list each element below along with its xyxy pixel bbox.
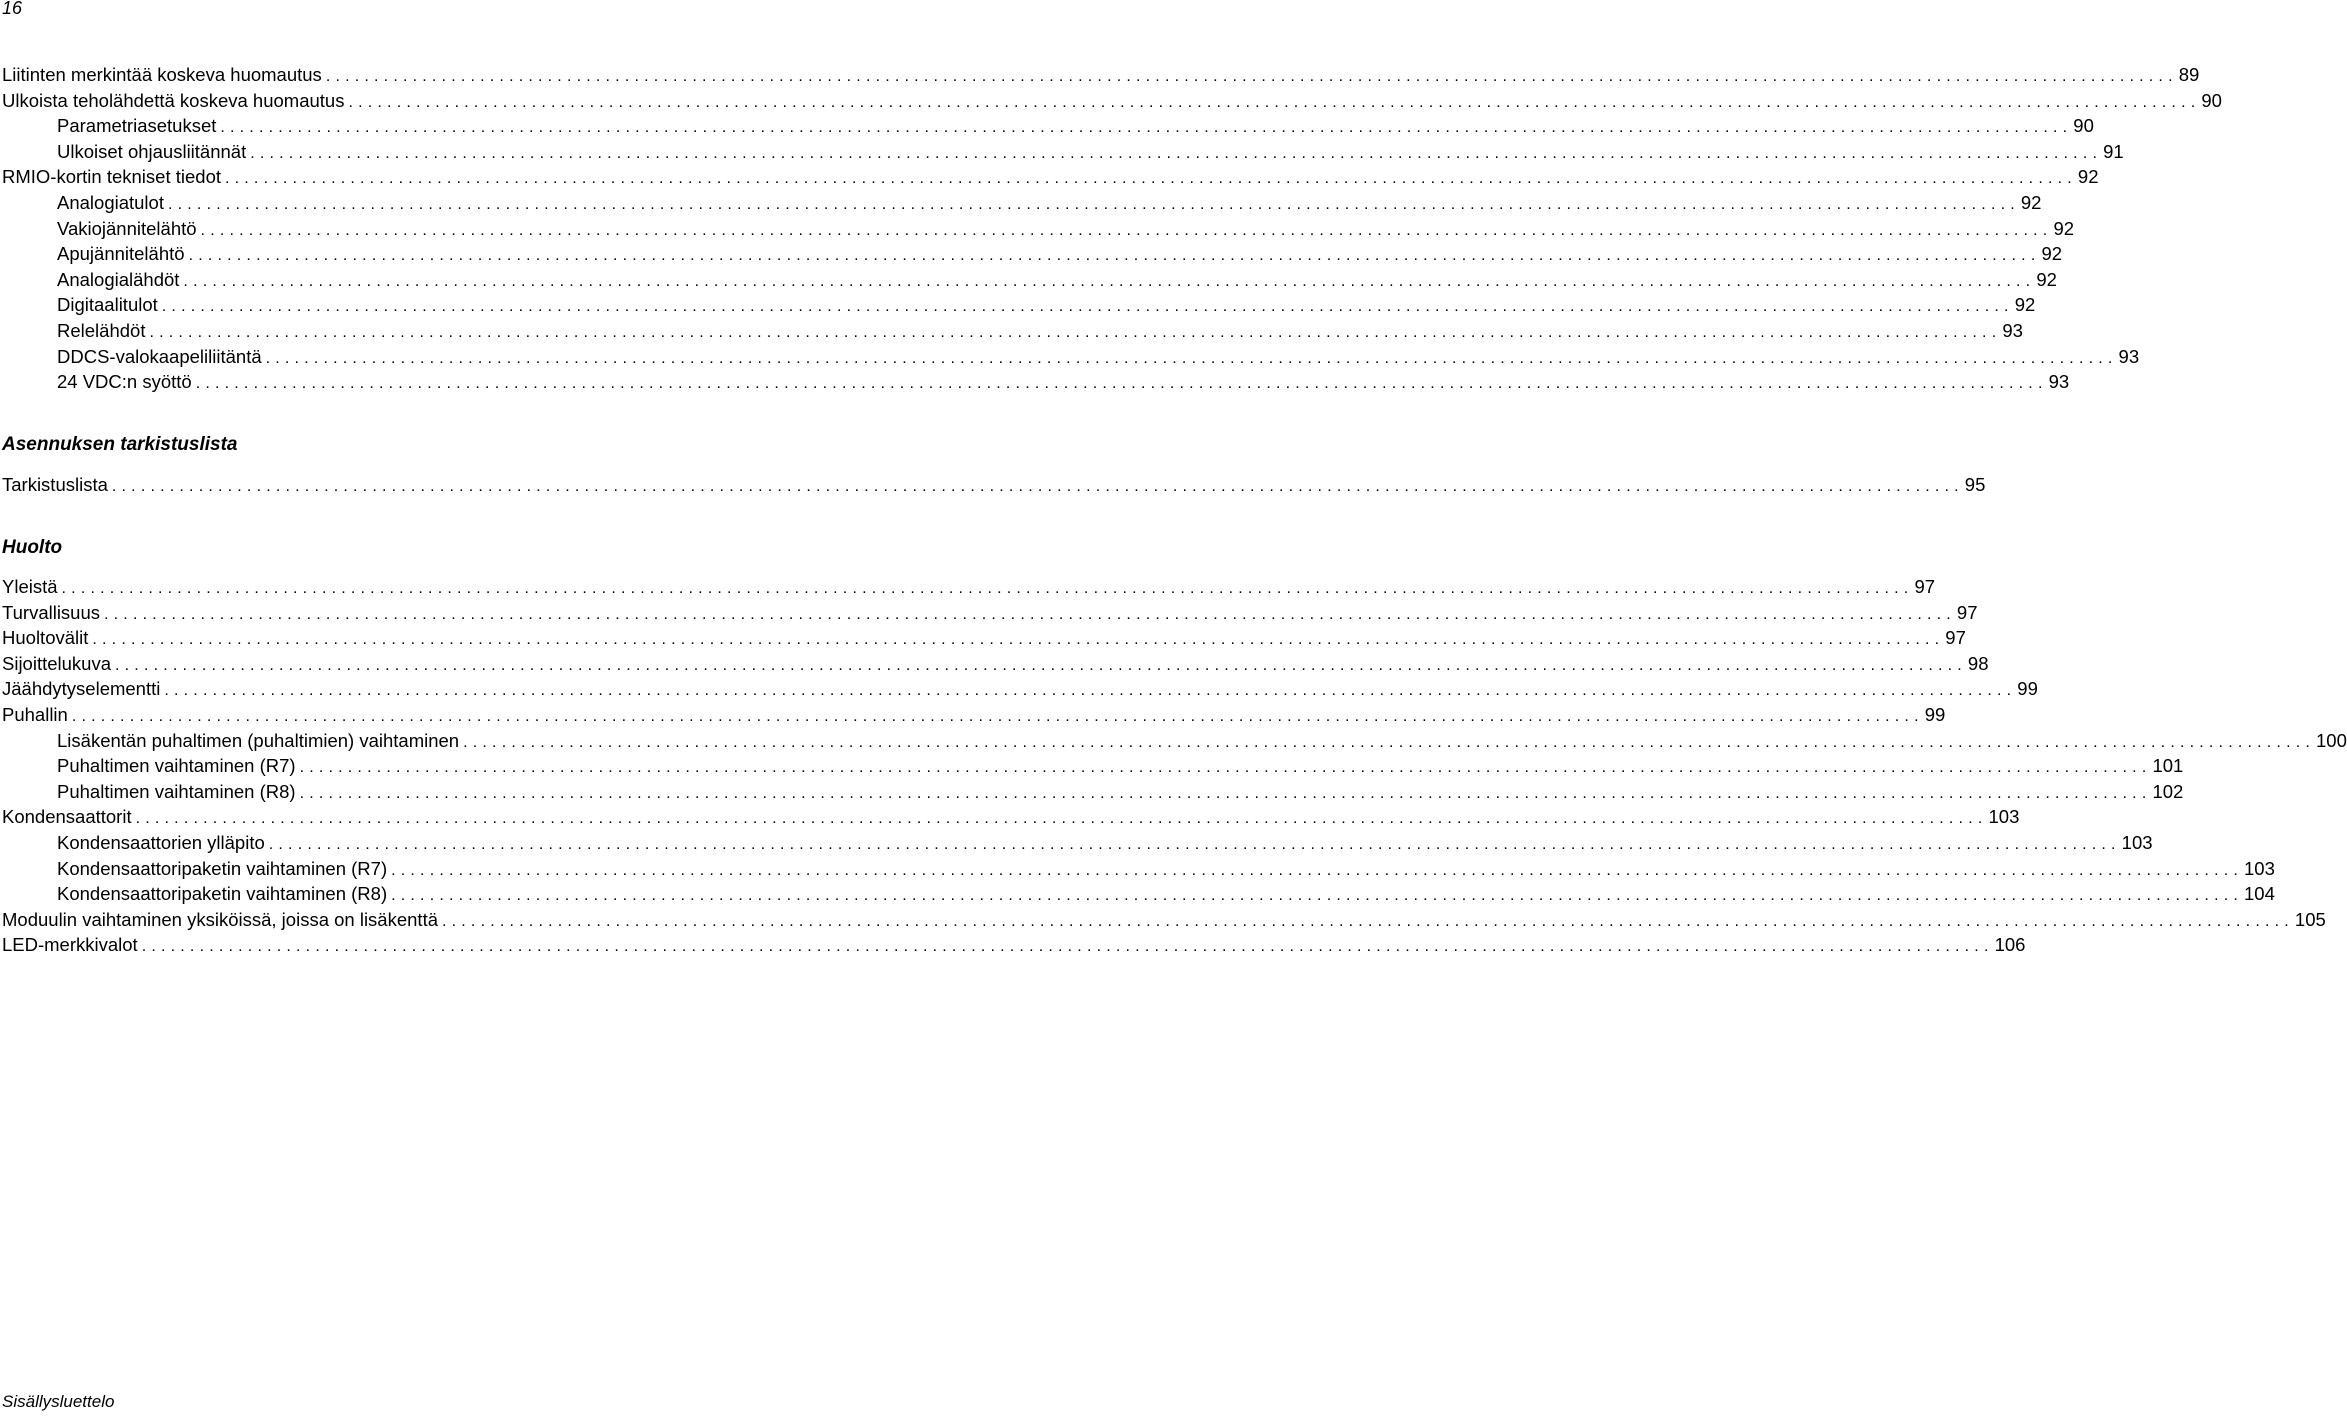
toc-entry-title: Moduulin vaihtaminen yksiköissä, joissa on lisäkenttä <box>2 908 438 930</box>
toc-entry-page-number: 105 <box>2294 908 2326 930</box>
toc-dot-leader: ................................................................................................................................................................................................ <box>442 912 2294 930</box>
toc-entry-page-number: 93 <box>2048 371 2070 393</box>
toc-entry-title: Huoltovälit <box>2 627 89 649</box>
toc-entry[interactable] <box>0 574 1936 600</box>
toc-entry-title: Lisäkentän puhaltimen (puhaltimien) vaihtaminen <box>57 729 460 751</box>
toc-dot-leader: ................................................................................................................................................................................................ <box>161 298 2014 316</box>
toc-entry-title: Kondensaattorien ylläpito <box>57 831 265 853</box>
toc-entry[interactable] <box>0 267 2057 293</box>
toc-dot-leader: ................................................................................................................................................................................................ <box>348 93 2201 111</box>
toc-dot-leader: ................................................................................................................................................................................................ <box>164 682 2017 700</box>
toc-entry-page-number: 95 <box>1964 474 1986 495</box>
toc-entry-page-number: 103 <box>1988 806 2020 828</box>
toc-entry-page-number: 92 <box>2036 268 2057 290</box>
toc-dot-leader: ................................................................................................................................................................................................ <box>391 861 2244 879</box>
toc-entry-page-number: 99 <box>2017 678 2038 700</box>
toc-dot-leader: ................................................................................................................................................................................................ <box>200 221 2053 239</box>
toc-section-maintenance <box>0 574 2347 958</box>
toc-entry-page-number: 93 <box>2002 319 2023 341</box>
toc-entry-title: LED-merkkivalot <box>2 934 138 956</box>
toc-dot-leader: ................................................................................................................................................................................................ <box>111 478 1964 495</box>
toc-entry-page-number: 89 <box>2178 64 2200 85</box>
toc-entry[interactable] <box>0 779 2184 805</box>
section-heading-installation-checklist: Asennuksen tarkistuslista <box>2 434 238 455</box>
toc-entry-page-number: 92 <box>2041 243 2063 265</box>
toc-entry[interactable] <box>0 292 2036 318</box>
toc-entry[interactable] <box>0 318 2023 344</box>
toc-dot-leader: ................................................................................................................................................................................................ <box>104 605 1956 623</box>
toc-entry-title: Analogiatulot <box>57 191 164 213</box>
toc-entry[interactable] <box>0 856 2275 882</box>
toc-entry[interactable] <box>0 907 2326 933</box>
toc-entry[interactable] <box>0 164 2099 190</box>
toc-entry-page-number: 104 <box>2244 883 2275 905</box>
toc-entry[interactable] <box>0 88 2222 114</box>
toc-dot-leader: ................................................................................................................................................................................................ <box>135 810 1988 828</box>
toc-dot-leader: ................................................................................................................................................................................................ <box>391 887 2244 905</box>
toc-entry-page-number: 100 <box>2316 729 2347 751</box>
toc-entry-title: Turvallisuus <box>2 601 101 623</box>
toc-entry-page-number: 103 <box>2244 857 2275 879</box>
toc-entry[interactable] <box>0 753 2184 779</box>
toc-dot-leader: ................................................................................................................................................................................................ <box>195 375 2048 393</box>
toc-entry[interactable] <box>0 728 2347 754</box>
toc-entry-title: Kondensaattoripaketin vaihtaminen (R7) <box>57 857 388 879</box>
toc-entry[interactable] <box>0 804 2020 830</box>
toc-dot-leader: ................................................................................................................................................................................................ <box>183 272 2036 290</box>
toc-entry-page-number: 97 <box>1956 601 1978 623</box>
page-number: 16 <box>2 0 23 18</box>
toc-dot-leader: ................................................................................................................................................................................................ <box>71 707 1924 725</box>
toc-entry[interactable] <box>0 472 1986 498</box>
toc-entry-page-number: 97 <box>1914 576 1936 597</box>
toc-entry[interactable] <box>0 369 2070 395</box>
toc-entry-title: Tarkistuslista <box>2 474 108 495</box>
toc-entry-page-number: 93 <box>2118 345 2140 367</box>
toc-entry[interactable] <box>0 190 2042 216</box>
toc-dot-leader: ................................................................................................................................................................................................ <box>225 170 2077 188</box>
section-heading-maintenance: Huolto <box>2 537 63 558</box>
toc-entry-page-number: 90 <box>2201 89 2222 111</box>
toc-entry-title: Puhallin <box>2 703 68 725</box>
toc-entry[interactable] <box>0 139 2124 165</box>
toc-entry-title: RMIO-kortin tekniset tiedot <box>2 166 221 188</box>
toc-dot-leader: ................................................................................................................................................................................................ <box>115 656 1967 674</box>
toc-entry-title: Jäähdytyselementti <box>2 678 161 700</box>
toc-dot-leader: ................................................................................................................................................................................................ <box>141 938 1994 956</box>
toc-entry-title: Yleistä <box>2 576 58 597</box>
toc-entry-title: Vakiojännitelähtö <box>57 217 197 239</box>
toc-entry[interactable] <box>0 625 1966 651</box>
toc-entry[interactable] <box>0 62 2200 88</box>
toc-entry-page-number: 106 <box>1994 934 2026 956</box>
toc-entry-page-number: 90 <box>2073 115 2094 137</box>
toc-entry-title: Ulkoista teholähdettä koskeva huomautus <box>2 89 345 111</box>
toc-dot-leader: ................................................................................................................................................................................................ <box>463 733 2316 751</box>
toc-dot-leader: ................................................................................................................................................................................................ <box>265 349 2118 367</box>
toc-dot-leader: ................................................................................................................................................................................................ <box>299 784 2152 802</box>
toc-entry-page-number: 98 <box>1967 652 1989 674</box>
toc-entry[interactable] <box>0 881 2275 907</box>
toc-entry-page-number: 97 <box>1945 627 1966 649</box>
toc-entry[interactable] <box>0 113 2094 139</box>
toc-entry[interactable] <box>0 676 2038 702</box>
toc-dot-leader: ................................................................................................................................................................................................ <box>92 631 1945 649</box>
toc-entry[interactable] <box>0 241 2063 267</box>
toc-entry-title: Kondensaattorit <box>2 806 132 828</box>
toc-dot-leader: ................................................................................................................................................................................................ <box>325 68 2178 85</box>
toc-entry-title: Ulkoiset ohjausliitännät <box>57 140 247 162</box>
toc-section-connections <box>0 62 2222 395</box>
toc-entry-title: 24 VDC:n syöttö <box>57 371 192 393</box>
toc-entry-page-number: 103 <box>2121 831 2153 853</box>
toc-entry-page-number: 92 <box>2077 166 2099 188</box>
toc-entry-page-number: 91 <box>2103 140 2124 162</box>
toc-entry-title: Liitinten merkintää koskeva huomautus <box>2 64 322 85</box>
toc-dot-leader: ................................................................................................................................................................................................ <box>167 195 2020 213</box>
toc-entry[interactable] <box>0 932 2026 958</box>
toc-entry[interactable] <box>0 600 1978 626</box>
toc-entry[interactable] <box>0 216 2075 242</box>
toc-dot-leader: ................................................................................................................................................................................................ <box>268 835 2121 853</box>
toc-entry-title: Parametriasetukset <box>57 115 217 137</box>
toc-dot-leader: ................................................................................................................................................................................................ <box>149 323 2002 341</box>
toc-dot-leader: ................................................................................................................................................................................................ <box>61 580 1914 597</box>
toc-entry-title: Analogialähdöt <box>57 268 180 290</box>
toc-entry-title: Relelähdöt <box>57 319 146 341</box>
toc-entry-page-number: 99 <box>1924 703 1946 725</box>
toc-entry-title: DDCS-valokaapeliliitäntä <box>57 345 262 367</box>
toc-entry-title: Digitaalitulot <box>57 294 158 316</box>
toc-entry[interactable] <box>0 651 1989 677</box>
toc-entry[interactable] <box>0 702 1946 728</box>
toc-dot-leader: ................................................................................................................................................................................................ <box>220 119 2073 137</box>
toc-entry-page-number: 102 <box>2152 780 2184 802</box>
toc-dot-leader: ................................................................................................................................................................................................ <box>299 759 2152 777</box>
toc-entry-page-number: 92 <box>2014 294 2036 316</box>
toc-dot-leader: ................................................................................................................................................................................................ <box>250 144 2103 162</box>
toc-entry-page-number: 101 <box>2152 755 2184 777</box>
toc-entry-title: Kondensaattoripaketin vaihtaminen (R8) <box>57 883 388 905</box>
toc-entry[interactable] <box>0 830 2153 856</box>
toc-entry-page-number: 92 <box>2020 191 2042 213</box>
toc-entry-title: Sijoittelukuva <box>2 652 112 674</box>
toc-entry-title: Apujännitelähtö <box>57 243 185 265</box>
toc-entry-page-number: 92 <box>2053 217 2075 239</box>
toc-dot-leader: ................................................................................................................................................................................................ <box>188 247 2041 265</box>
toc-section-installation-checklist <box>0 472 1986 498</box>
toc-entry-title: Puhaltimen vaihtaminen (R8) <box>57 780 296 802</box>
footer-title: Sisällysluettelo <box>2 1392 115 1411</box>
toc-entry-title: Puhaltimen vaihtaminen (R7) <box>57 755 296 777</box>
toc-entry[interactable] <box>0 344 2140 370</box>
